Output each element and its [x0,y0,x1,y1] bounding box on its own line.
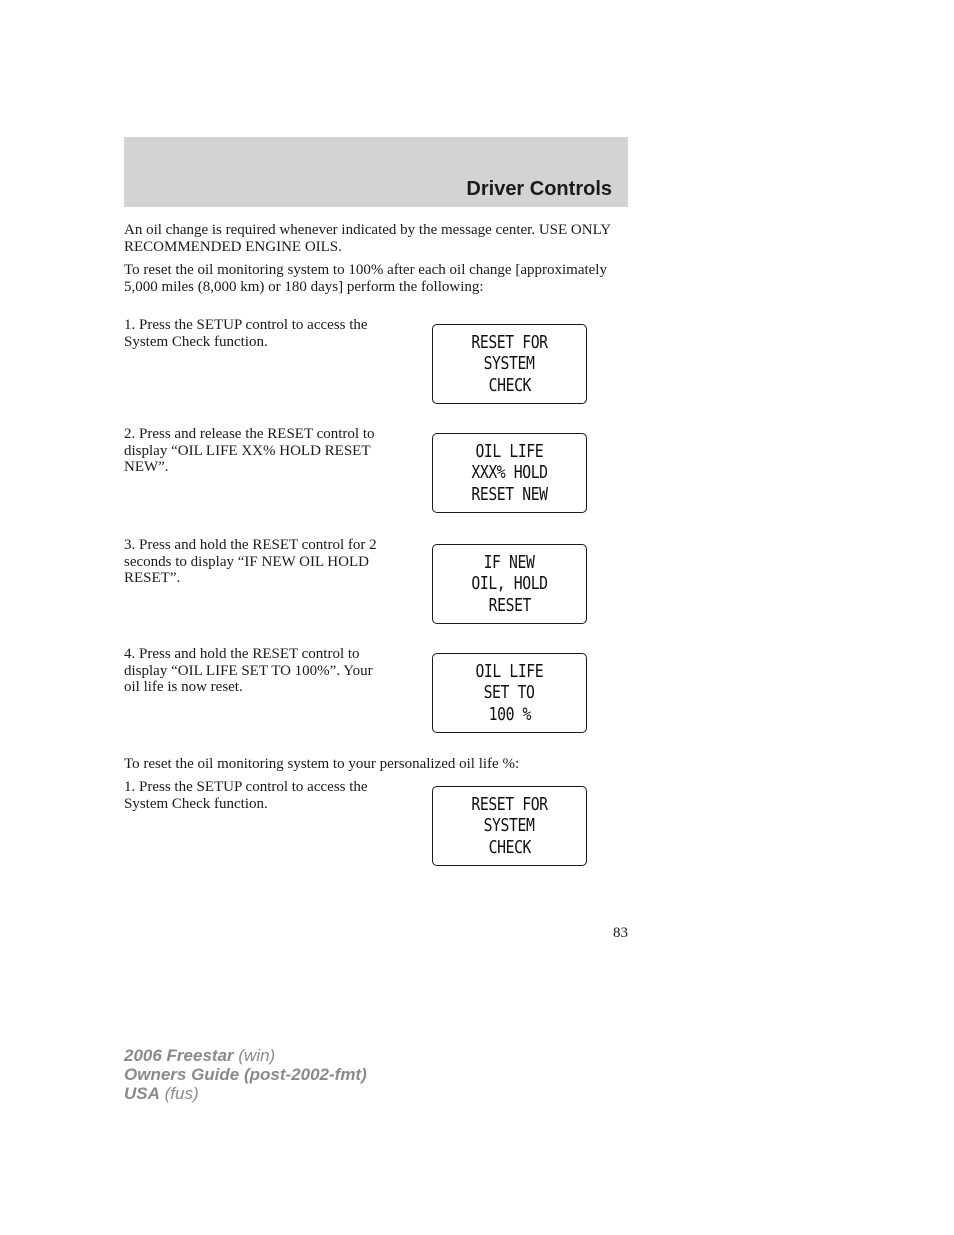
display-line: RESET NEW [471,483,548,505]
intro-paragraph-1: An oil change is required whenever indicated by the message center. USE ONLY RECOMMENDED ENGINE OILS. [124,222,611,255]
footer-market: USA [124,1084,160,1103]
display-line: XXX% HOLD [471,462,548,484]
page-number: 83 [613,925,628,941]
display-line: RESET [488,594,531,616]
display-line: OIL LIFE [475,440,544,462]
display-line: RESET FOR [471,793,548,815]
section-title: Driver Controls [466,178,612,200]
footer-line-market [124,1084,367,1103]
footer-market-code: (fus) [164,1084,199,1103]
footer-model-code: (win) [238,1046,276,1065]
footer-line-guide [124,1065,367,1084]
section-header-band [124,137,628,207]
display-line: SET TO [484,682,535,704]
message-display-reset-for-system-check [432,324,587,404]
footer-model: 2006 Freestar [124,1046,234,1065]
intro-paragraph-2: To reset the oil monitoring system to 100% after each oil change [approximately 5,000 miles (8,000 km) or 180 days] perform the following: [124,262,607,295]
display-line: IF NEW [484,551,535,573]
step-1-text: 1. Press the SETUP control to access the System Check function. [124,317,368,350]
display-line: OIL LIFE [475,660,544,682]
display-line: 100 % [488,703,531,725]
message-display-oil-life-hold-reset [432,433,587,513]
display-line: RESET FOR [471,331,548,353]
step-4-text: 4. Press and hold the RESET control to display “OIL LIFE SET TO 100%”. Your oil life is now reset. [124,646,373,695]
display-line: CHECK [488,836,531,858]
display-line: SYSTEM [484,353,535,375]
personalized-step-1-text: 1. Press the SETUP control to access the System Check function. [124,779,368,812]
message-display-reset-for-system-check [432,786,587,866]
personalized-intro: To reset the oil monitoring system to your personalized oil life %: [124,756,520,772]
step-3-text: 3. Press and hold the RESET control for 2 seconds to display “IF NEW OIL HOLD RESET”. [124,537,377,586]
display-line: OIL, HOLD [471,573,548,595]
document-footer [124,1046,367,1103]
footer-line-model [124,1046,367,1065]
display-line: CHECK [488,374,531,396]
footer-guide: Owners Guide (post-2002-fmt) [124,1065,367,1084]
step-2-text: 2. Press and release the RESET control to display “OIL LIFE XX% HOLD RESET NEW”. [124,426,375,475]
message-display-if-new-oil-hold-reset [432,544,587,624]
display-line: SYSTEM [484,815,535,837]
message-display-oil-life-set-to-100 [432,653,587,733]
